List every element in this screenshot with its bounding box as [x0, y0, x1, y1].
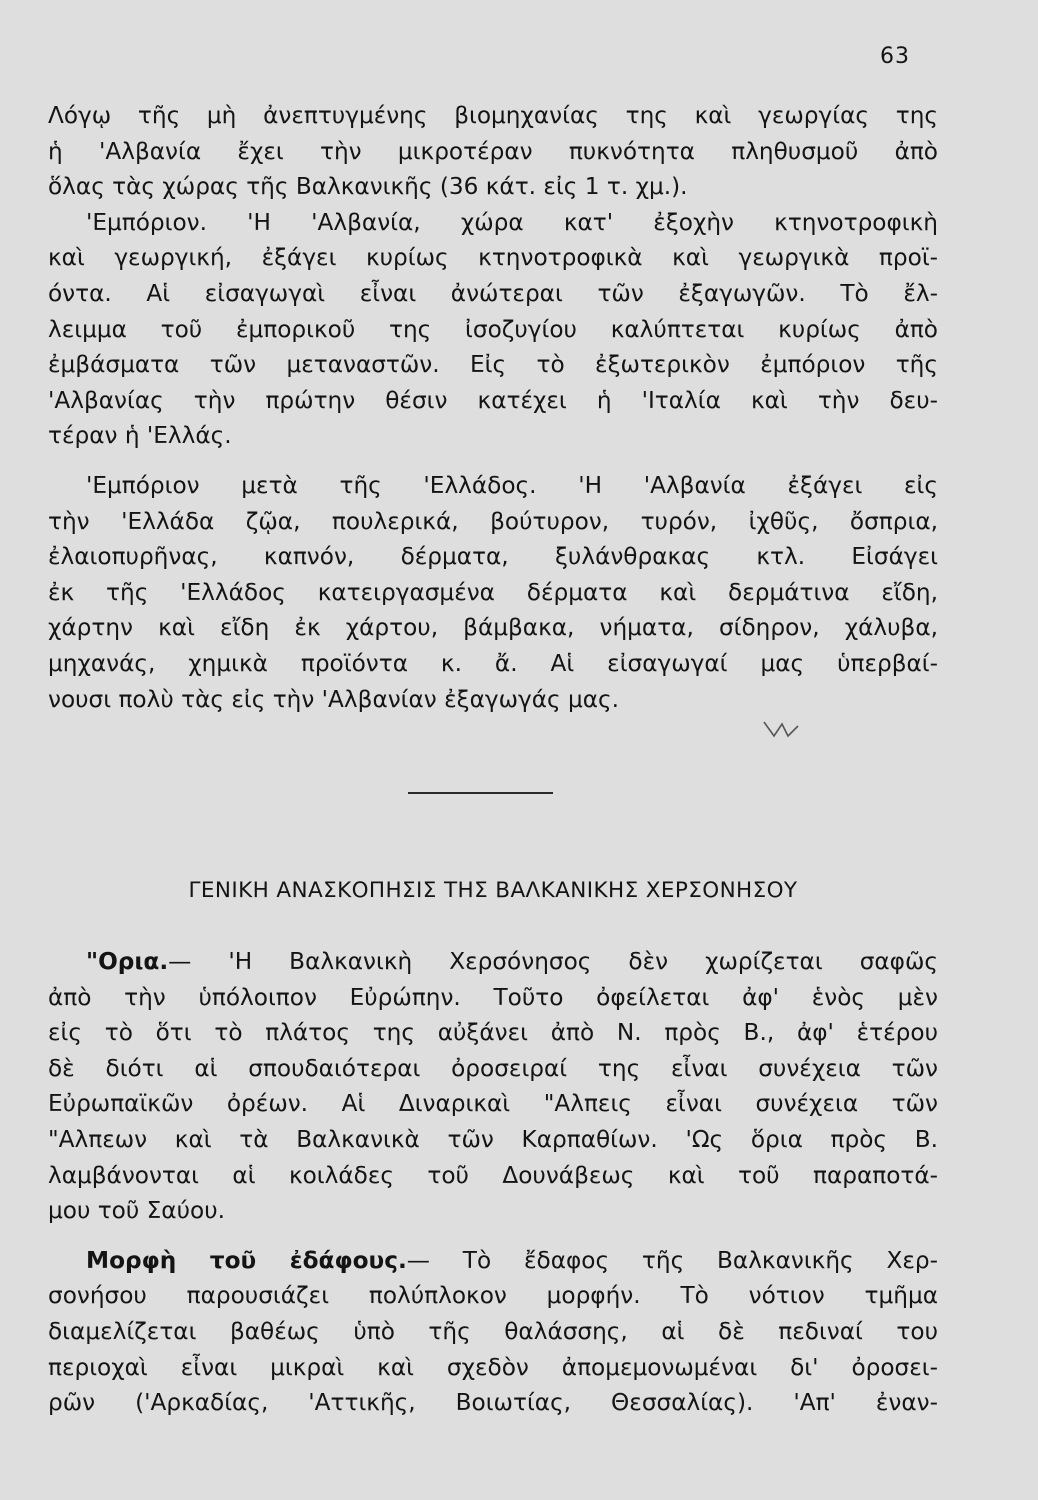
- text-line: λειμμα τοῦ ἐμπορικοῦ της ἰσοζυγίου καλύπτεται κυρίως ἀπὸ: [48, 315, 938, 343]
- text-line: ἐκ τῆς 'Ελλάδος κατειργασμένα δέρματα καὶ δερμάτινα εἴδη,: [48, 578, 938, 606]
- text-line: ρῶν ('Αρκαδίας, 'Αττικῆς, Βοιωτίας, Θεσσαλίας). 'Απ' ἐναν-: [48, 1389, 938, 1417]
- pencil-mark-icon: [762, 718, 802, 740]
- paragraph-borders: [48, 944, 938, 1229]
- text-line: Λόγῳ τῆς μὴ ἀνεπτυγμένης βιομηχανίας της καὶ γεωργίας της: [48, 102, 938, 129]
- paragraph-lead: — 'Η Βαλκανικὴ Χερσόνησος δὲν χωρίζεται σαφῶς: [168, 948, 938, 975]
- text-line: μου τοῦ Σαύου.: [48, 1197, 225, 1225]
- paragraph-commerce: [48, 205, 938, 454]
- text-line: τὴν 'Ελλάδα ζῷα, πουλερικά, βούτυρον, τυρόν, ἰχθῦς, ὄσπρια,: [48, 507, 938, 535]
- text-line: 'Εμπόριον. 'Η 'Αλβανία, χώρα κατ' ἐξοχὴν κτηνοτροφικὴ: [86, 208, 938, 236]
- text-line: ἐμβάσματα τῶν μεταναστῶν. Εἰς τὸ ἐξωτερικὸν ἐμπόριον τῆς: [48, 351, 938, 379]
- text-line: 'Εμπόριον μετὰ τῆς 'Ελλάδος. 'Η 'Αλβανία ἐξάγει εἰς: [86, 471, 938, 499]
- text-line: ἀπὸ τὴν ὑπόλοιπον Εὐρώπην. Τοῦτο ὀφείλεται ἀφ' ἑνὸς μὲν: [48, 983, 938, 1011]
- page-number: 63: [880, 44, 910, 69]
- text-line: 'Αλβανίας τὴν πρώτην θέσιν κατέχει ἡ 'Ιταλία καὶ τὴν δευ-: [48, 386, 938, 414]
- text-line: χάρτην καὶ εἴδη ἐκ χάρτου, βάμβακα, νήματα, σίδηρον, χάλυβα,: [48, 614, 938, 642]
- text-line: λαμβάνονται αἱ κοιλάδες τοῦ Δουνάβεως καὶ τοῦ παραποτά-: [48, 1161, 938, 1189]
- text-line: [48, 1243, 938, 1279]
- paragraph-terrain: [48, 1243, 938, 1421]
- text-line: εἰς τὸ ὅτι τὸ πλάτος της αὐξάνει ἀπὸ Ν. πρὸς Β., ἀφ' ἑτέρου: [48, 1019, 938, 1047]
- text-line: δὲ διότι αἱ σπουδαιότεραι ὀροσειραί της εἶναι συνέχεια τῶν: [48, 1054, 938, 1082]
- text-line: νουσι πολὺ τὰς εἰς τὴν 'Αλβανίαν ἐξαγωγάς μας.: [48, 685, 620, 713]
- text-line: [48, 944, 938, 980]
- section-heading: ΓΕΝΙΚΗ ΑΝΑΣΚΟΠΗΣΙΣ ΤΗΣ ΒΑΛΚΑΝΙΚΗΣ ΧΕΡΣΟΝΗΣΟΥ: [188, 878, 798, 903]
- paragraph-population: [48, 98, 938, 205]
- text-line: όντα. Αἱ εἰσαγωγαὶ εἶναι ἀνώτεραι τῶν ἐξαγωγῶν. Τὸ ἔλ-: [48, 279, 938, 307]
- text-line: ὅλας τὰς χώρας τῆς Βαλκανικῆς (36 κάτ. εἰς 1 τ. χμ.).: [48, 173, 688, 201]
- text-line: μηχανάς, χημικὰ προϊόντα κ. ἄ. Αἱ εἰσαγωγαί μας ὑπερβαί-: [48, 649, 938, 677]
- text-line: "Αλπεων καὶ τὰ Βαλκανικὰ τῶν Καρπαθίων. 'Ως ὅρια πρὸς Β.: [48, 1125, 938, 1153]
- body-text-bottom: [48, 944, 938, 1421]
- text-line: Εὐρωπαϊκῶν ὀρέων. Αἱ Διναρικαὶ "Αλπεις εἶναι συνέχεια τῶν: [48, 1090, 938, 1118]
- paragraph-term: "Ορια.: [86, 948, 169, 975]
- section-divider: [408, 792, 553, 794]
- text-line: σονήσου παρουσιάζει πολύπλοκον μορφήν. Τὸ νότιον τμῆμα: [48, 1282, 938, 1310]
- paragraph-term: Μορφὴ τοῦ ἐδάφους.: [86, 1246, 407, 1274]
- body-text-top: [48, 98, 938, 717]
- text-line: περιοχαὶ εἶναι μικραὶ καὶ σχεδὸν ἀπομεμονωμέναι δι' ὀροσει-: [48, 1353, 938, 1381]
- text-line: καὶ γεωργική, ἐξάγει κυρίως κτηνοτροφικὰ καὶ γεωργικὰ προϊ-: [48, 244, 938, 272]
- text-line: ἐλαιοπυρῆνας, καπνόν, δέρματα, ξυλάνθρακας κτλ. Εἰσάγει: [48, 543, 938, 571]
- paragraph-commerce-with-greece: [48, 468, 938, 717]
- text-line: διαμελίζεται βαθέως ὑπὸ τῆς θαλάσσης, αἱ δὲ πεδιναί του: [48, 1317, 938, 1345]
- paragraph-lead: — Τὸ ἔδαφος τῆς Βαλκανικῆς Χερ-: [406, 1246, 938, 1274]
- text-line: ἡ 'Αλβανία ἔχει τὴν μικροτέραν πυκνότητα πληθυσμοῦ ἀπὸ: [48, 137, 938, 165]
- text-line: τέραν ἡ 'Ελλάς.: [48, 422, 232, 450]
